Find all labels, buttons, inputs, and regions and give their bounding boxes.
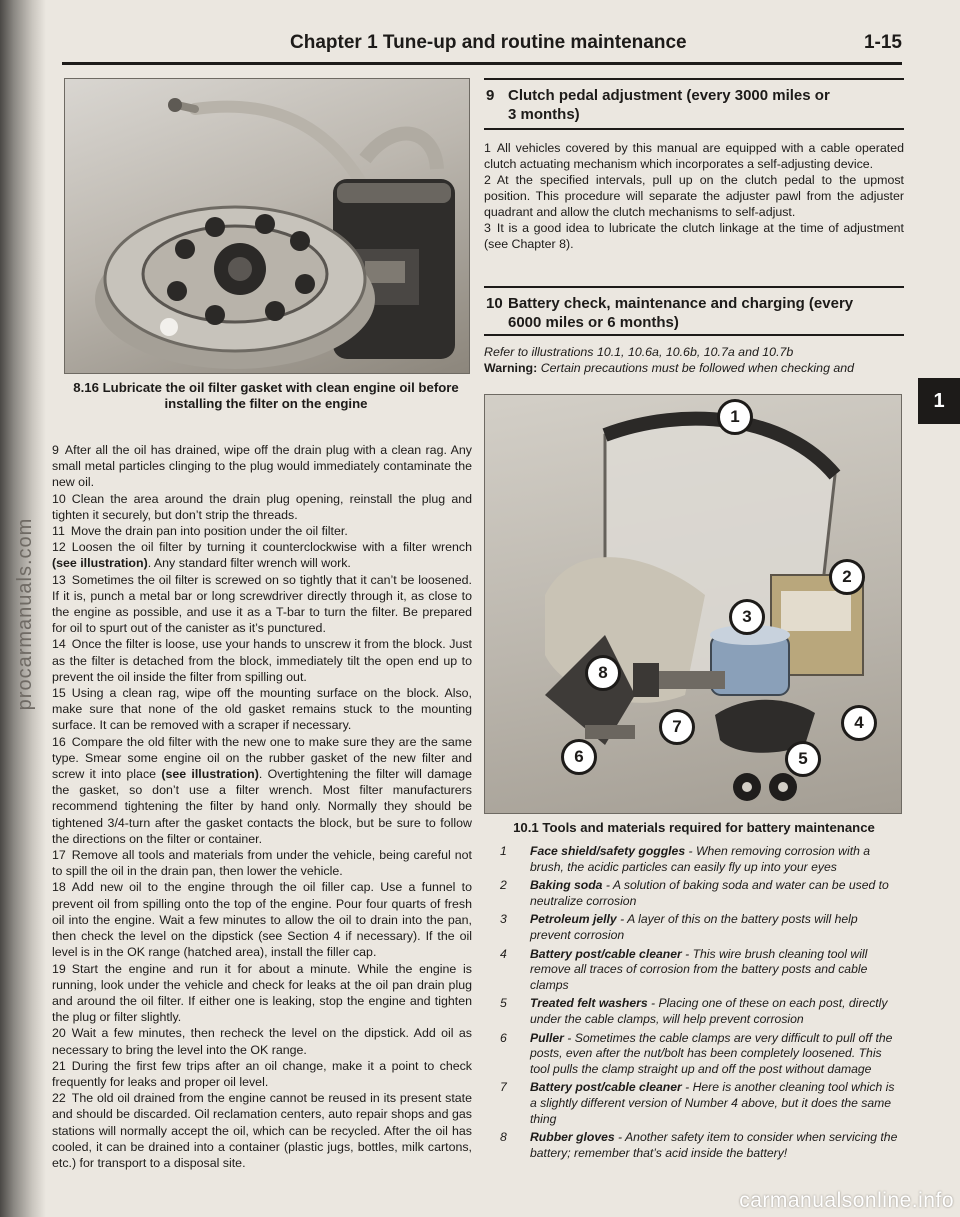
legend-number: 3 <box>500 912 507 927</box>
legend-description: - This wire brush cleaning tool will remove all traces of corrosion from the battery posts and cable clamps <box>530 946 868 992</box>
paragraph-text: Add new oil to the engine through the oil filler cap. Use a funnel to prevent oil from spilling onto the top of the engine. Pour four quarts of fresh oil into the engine. Wait a few minutes to allow the oil to drain into the pan, then check the level on the dipstick (see Section 4 if necessary). If the oil level is in the OK range (hatched area), install the filler cap. <box>52 880 472 960</box>
figure-caption-10-1: 10.1 Tools and materials required for battery maintenance <box>513 820 875 835</box>
callout-1: 1 <box>717 399 753 435</box>
callout-7: 7 <box>659 709 695 745</box>
paragraph-number: 17 <box>52 848 66 863</box>
callout-4: 4 <box>841 705 877 741</box>
paragraph-text: Remove all tools and materials from under the vehicle, being careful not to spill the oil in the drain pan, then lower the vehicle. <box>52 848 472 879</box>
paragraph-text: After all the oil has drained, wipe off the drain plug with a clean rag. Any small metal particles clinging to the plug would immediately contaminate the new oil. <box>52 443 472 490</box>
legend-number: 1 <box>500 844 507 858</box>
legend-term: Puller <box>530 1030 564 1045</box>
paragraph-13 <box>52 572 472 637</box>
section-title-line1: Clutch pedal adjustment (every 3000 miles or <box>508 87 830 104</box>
paragraph-20 <box>52 1025 472 1057</box>
paragraph-21 <box>52 1058 472 1090</box>
chapter-title: Chapter 1 Tune-up and routine maintenance <box>290 32 687 53</box>
section-title-line1: Battery check, maintenance and charging (every <box>508 295 854 312</box>
legend-entry <box>530 1080 900 1127</box>
legend-description: - A solution of baking soda and water can be used to neutralize corrosion <box>530 878 889 908</box>
watermark-bottom: carmanualsonline.info <box>739 1189 954 1212</box>
legend-description: - When removing corrosion with a brush, the acidic particles can easily fly up into your eyes <box>530 844 871 874</box>
battery-tools-illustration <box>485 395 901 813</box>
oil-filter-photo <box>64 78 470 374</box>
legend-number: 5 <box>500 996 507 1011</box>
paragraph-text: All vehicles covered by this manual are equipped with a cable operated clutch actuating mechanism which incorporates a self-adjusting device. <box>484 141 904 171</box>
paragraph-text: During the first few trips after an oil change, make it a point to check frequently for leaks and proper oil level. <box>52 1058 472 1089</box>
paragraph-text: Move the drain pan into position under the oil filter. <box>70 524 348 539</box>
legend-item <box>500 912 900 943</box>
legend-term: Rubber gloves <box>530 1130 615 1145</box>
paragraph-number: 9 <box>52 443 59 457</box>
paragraph-number: 1 <box>484 141 491 155</box>
warning-text: Certain precautions must be followed when checking and <box>540 361 855 375</box>
legend-description: - Placing one of these on each post, directly under the cable clamps, will help prevent corrosion <box>530 996 888 1026</box>
legend-entry <box>530 844 900 875</box>
legend-term: Baking soda <box>530 878 603 893</box>
callout-6: 6 <box>561 739 597 775</box>
legend-item <box>500 1080 900 1127</box>
paragraph-number: 18 <box>52 880 66 895</box>
legend-number: 6 <box>500 1030 507 1045</box>
paragraph-15 <box>52 685 472 734</box>
paragraph-22 <box>52 1090 472 1171</box>
paragraph-17 <box>52 847 472 879</box>
paragraph-number: 14 <box>52 637 66 652</box>
paragraph-text: It is a good idea to lubricate the clutch linkage at the time of adjustment (see Chapter 8). <box>484 221 904 251</box>
paragraph-number: 10 <box>52 491 66 506</box>
section-9-top-rule <box>484 78 904 80</box>
callout-2: 2 <box>829 559 865 595</box>
legend-item <box>500 844 900 875</box>
legend-description: - Another safety item to consider when servicing the battery; remember that’s acid inside the battery! <box>530 1130 898 1160</box>
paragraph-text: Using a clean rag, wipe off the mounting surface on the block. Also, make sure that none of the old gasket remains stuck to the mounting surface. It can be removed with a scraper if necessary. <box>52 686 472 733</box>
illustration-reference: (see illustration) <box>52 556 148 571</box>
section-10-intro <box>484 344 904 376</box>
illustration-refer-line: Refer to illustrations 10.1, 10.6a, 10.6b, 10.7a and 10.7b <box>484 345 794 359</box>
paragraph-text-end: . Any standard filter wrench will work. <box>147 556 351 571</box>
paragraph-18 <box>52 879 472 960</box>
legend-term: Petroleum jelly <box>530 912 617 927</box>
chapter-tab: 1 <box>918 378 960 424</box>
legend-entry <box>530 947 900 994</box>
paragraph-3 <box>484 220 904 252</box>
legend-description: - Sometimes the cable clamps are very difficult to pull off the posts, even after the nut/bolt has been completely loosened. This tool pulls the clamp straight up and off the post without damage <box>530 1030 893 1076</box>
legend-item <box>500 996 900 1027</box>
section-10-bottom-rule <box>484 334 904 336</box>
legend-number: 7 <box>500 1080 507 1095</box>
legend-item <box>500 1031 900 1078</box>
legend-entry <box>530 878 900 909</box>
paragraph-text: The old oil drained from the engine cannot be reused in its present state and should be discarded. Oil reclamation centers, auto repair shops and gas stations will normally accept the oil, which can be recycled. After the oil has cooled, it can be drained into a container (plastic jugs, bottles, milk cartons, etc.) for transport to a disposal site. <box>52 1091 472 1170</box>
section-number: 10 <box>486 295 503 312</box>
paragraph-11 <box>52 523 472 539</box>
section-9-body <box>484 140 904 252</box>
paragraph-number: 15 <box>52 686 66 701</box>
section-title-line2: 6000 miles or 6 months) <box>508 314 679 331</box>
legend-term: Treated felt washers <box>530 996 648 1011</box>
legend-description: - Here is another cleaning tool which is a slightly different version of Number 4 above, but it does the same thing <box>530 1080 895 1126</box>
paragraph-text: Once the filter is loose, use your hands to unscrew it from the block. Just as the filter is detached from the block, immediately tilt the open end up to prevent the oil inside the filter from spilling out. <box>52 637 472 684</box>
legend-item <box>500 947 900 994</box>
paragraph-text: Sometimes the oil filter is screwed on so tightly that it can’t be loosened. If it is, punch a metal bar or long screwdriver directly through it, as close to the engine as possible, and use it as a T-bar to turn the filter. Be prepared for oil to spurt out of the canister as it’s punctured. <box>52 572 472 636</box>
legend-term: Face shield/safety goggles <box>530 844 686 858</box>
section-10-top-rule <box>484 286 904 288</box>
legend-entry <box>530 1130 900 1161</box>
warning-line <box>484 360 904 376</box>
section-9-bottom-rule <box>484 128 904 130</box>
paragraph-number: 12 <box>52 540 66 555</box>
legend-number: 8 <box>500 1130 507 1145</box>
paragraph-text: Compare the old filter with the new one to make sure they are the same type. Smear some engine oil on the rubber gasket of the new filter and screw it into place <box>52 734 472 782</box>
paragraph-1 <box>484 140 904 172</box>
page-number: 1-15 <box>863 32 902 53</box>
paragraph-number: 2 <box>484 173 491 187</box>
figure-legend <box>500 844 900 1164</box>
section-9-heading <box>486 86 896 124</box>
paragraph-text: Start the engine and run it for about a minute. While the engine is running, look under the vehicle and check for leaks at the oil pan drain plug and around the oil filter. If either one is leaking, stop the engine and tighten the plug or filter slightly. <box>52 961 472 1025</box>
section-title-line2: 3 months) <box>508 106 580 123</box>
callout-3: 3 <box>729 599 765 635</box>
section-number: 9 <box>486 87 495 104</box>
legend-number: 4 <box>500 946 507 961</box>
paragraph-9 <box>52 442 472 491</box>
page-header <box>62 30 902 62</box>
watermark-left: procarmanuals.com <box>14 517 36 711</box>
header-rule <box>62 62 902 65</box>
callout-8: 8 <box>585 655 621 691</box>
legend-entry <box>530 912 900 943</box>
paragraph-12 <box>52 539 472 571</box>
paragraph-number: 11 <box>52 524 65 539</box>
paragraph-number: 13 <box>52 572 66 587</box>
paragraph-number: 19 <box>52 961 66 976</box>
paragraph-19 <box>52 961 472 1026</box>
paragraph-text: Clean the area around the drain plug opening, reinstall the plug and tighten it securely, but don’t strip the threads. <box>52 491 472 522</box>
legend-entry <box>530 996 900 1027</box>
illustration-reference: (see illustration) <box>161 767 259 782</box>
paragraph-2 <box>484 172 904 220</box>
legend-number: 2 <box>500 878 507 893</box>
paragraph-number: 3 <box>484 221 491 235</box>
legend-item <box>500 878 900 909</box>
paragraph-16 <box>52 734 472 847</box>
legend-item <box>500 1130 900 1161</box>
section-10-heading <box>486 294 896 332</box>
left-column-text <box>52 442 472 1171</box>
warning-label: Warning: <box>484 361 538 375</box>
paragraph-text: At the specified intervals, pull up on the clutch pedal to the upmost position. This procedure will separate the adjuster pawl from the adjuster quadrant and allow the clutch mechanisms to self-adjust. <box>484 173 904 219</box>
oil-filter-illustration <box>65 79 469 373</box>
callout-5: 5 <box>785 741 821 777</box>
paragraph-text: Wait a few minutes, then recheck the level on the dipstick. Add oil as necessary to bring the level into the OK range. <box>52 1026 472 1057</box>
paragraph-text: Loosen the oil filter by turning it counterclockwise with a filter wrench <box>71 540 472 555</box>
legend-term: Battery post/cable cleaner <box>530 946 682 961</box>
battery-tools-photo <box>484 394 902 814</box>
paragraph-10 <box>52 491 472 523</box>
legend-description: - A layer of this on the battery posts will help prevent corrosion <box>530 912 858 942</box>
legend-entry <box>530 1031 900 1078</box>
paragraph-number: 22 <box>52 1091 66 1106</box>
paragraph-number: 16 <box>52 734 66 749</box>
figure-caption-8-16: 8.16 Lubricate the oil filter gasket with clean engine oil before installing the filter on the engine <box>73 380 459 411</box>
paragraph-number: 20 <box>52 1026 66 1041</box>
paragraph-text-end: . Overtightening the filter will damage the gasket, so don’t use a filter wrench. Most filter manufacturers recommend tightening the filter by hand only. Normally they should be tightened 3/4-turn after the gasket contacts the block, but be sure to follow the directions on the filter or container. <box>52 767 473 846</box>
paragraph-number: 21 <box>52 1058 66 1073</box>
legend-term: Battery post/cable cleaner <box>530 1080 682 1095</box>
paragraph-14 <box>52 636 472 685</box>
